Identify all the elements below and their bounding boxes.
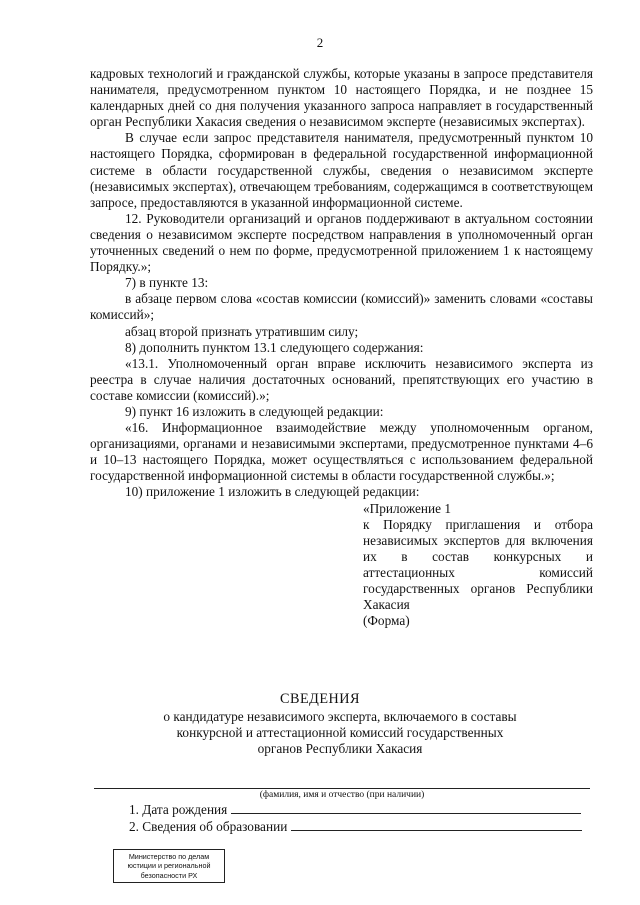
paragraph: 7) в пункте 13: <box>125 275 209 291</box>
document-subtitle: о кандидатуре независимого эксперта, включаемого в составы конкурсной и аттестационной комиссий государственных органов Республики Хакасия <box>163 709 517 757</box>
registration-stamp <box>113 849 225 883</box>
field-underline <box>291 818 582 831</box>
name-underline <box>94 788 590 789</box>
name-caption: (фамилия, имя и отчество (при наличии) <box>259 790 425 800</box>
appendix-title: «Приложение 1 <box>363 500 451 516</box>
field-label: 1. Дата рождения <box>129 802 228 817</box>
form-label: (Форма) <box>363 613 410 629</box>
document-title: СВЕДЕНИЯ <box>280 691 360 707</box>
page-number: 2 <box>316 35 324 50</box>
education-field <box>129 818 582 835</box>
birth-date-field <box>129 801 581 818</box>
paragraph: В случае если запрос представителя нанимателя, предусмотренный пунктом 10 настоящего Порядка, сформирован в федеральной государственной информационной системе в области государственной службы, сведения о независимом эксперте (независимых экспертах), отвечающем требованиям, содержащимся в соответствующем запросе, предоставляются в указанной информационной системе. <box>90 130 593 210</box>
field-underline <box>231 801 581 814</box>
stamp-line: Министерство по делам <box>128 852 210 861</box>
document-body <box>90 66 593 629</box>
appendix-text: к Порядку приглашения и отбора независимых экспертов для включения их в состав конкурсных и аттестационных комиссий государственных органов Республики Хакасия <box>363 516 593 613</box>
paragraph: «16. Информационное взаимодействие между уполномоченным органом, организациями, органами и независимыми экспертами, предусмотренное пунктами 4–6 и 10–13 настоящего Порядка, может осуществляться с использованием федеральной государственной информационной системы в области государственной службы.»; <box>90 420 593 484</box>
paragraph: 10) приложение 1 изложить в следующей редакции: <box>125 484 420 500</box>
field-label: 2. Сведения об образовании <box>129 819 288 834</box>
paragraph: абзац второй признать утратившим силу; <box>125 323 359 339</box>
paragraph: «13.1. Уполномоченный орган вправе исключить независимого эксперта из реестра в случае наличия достаточных оснований, препятствующих его участию в составе комиссии (комиссий).»; <box>90 355 593 403</box>
paragraph: 8) дополнить пунктом 13.1 следующего содержания: <box>125 339 424 355</box>
appendix-header <box>363 501 593 630</box>
paragraph: 9) пункт 16 изложить в следующей редакции: <box>125 403 384 419</box>
paragraph: в абзаце первом слова «состав комиссии (комиссий)» заменить словами «составы комиссий»; <box>90 291 593 323</box>
paragraph: 12. Руководители организаций и органов поддерживают в актуальном состоянии сведения о независимом эксперте посредством направления в уполномоченный орган уточненных сведений о нем по форме, предусмотренной приложением 1 к настоящему Порядку.»; <box>90 210 593 275</box>
stamp-line: юстиции и региональной <box>127 861 211 871</box>
stamp-line: безопасности РХ <box>140 870 198 880</box>
paragraph: кадровых технологий и гражданской службы, которые указаны в запросе представителя нанимателя, предусмотренном пунктом 10 настоящего Порядка, и не позднее 15 календарных дней со дня получения указанного запроса направляет в государственный орган Республики Хакасия сведения о независимом эксперте (независимых экспертах). <box>90 66 593 130</box>
